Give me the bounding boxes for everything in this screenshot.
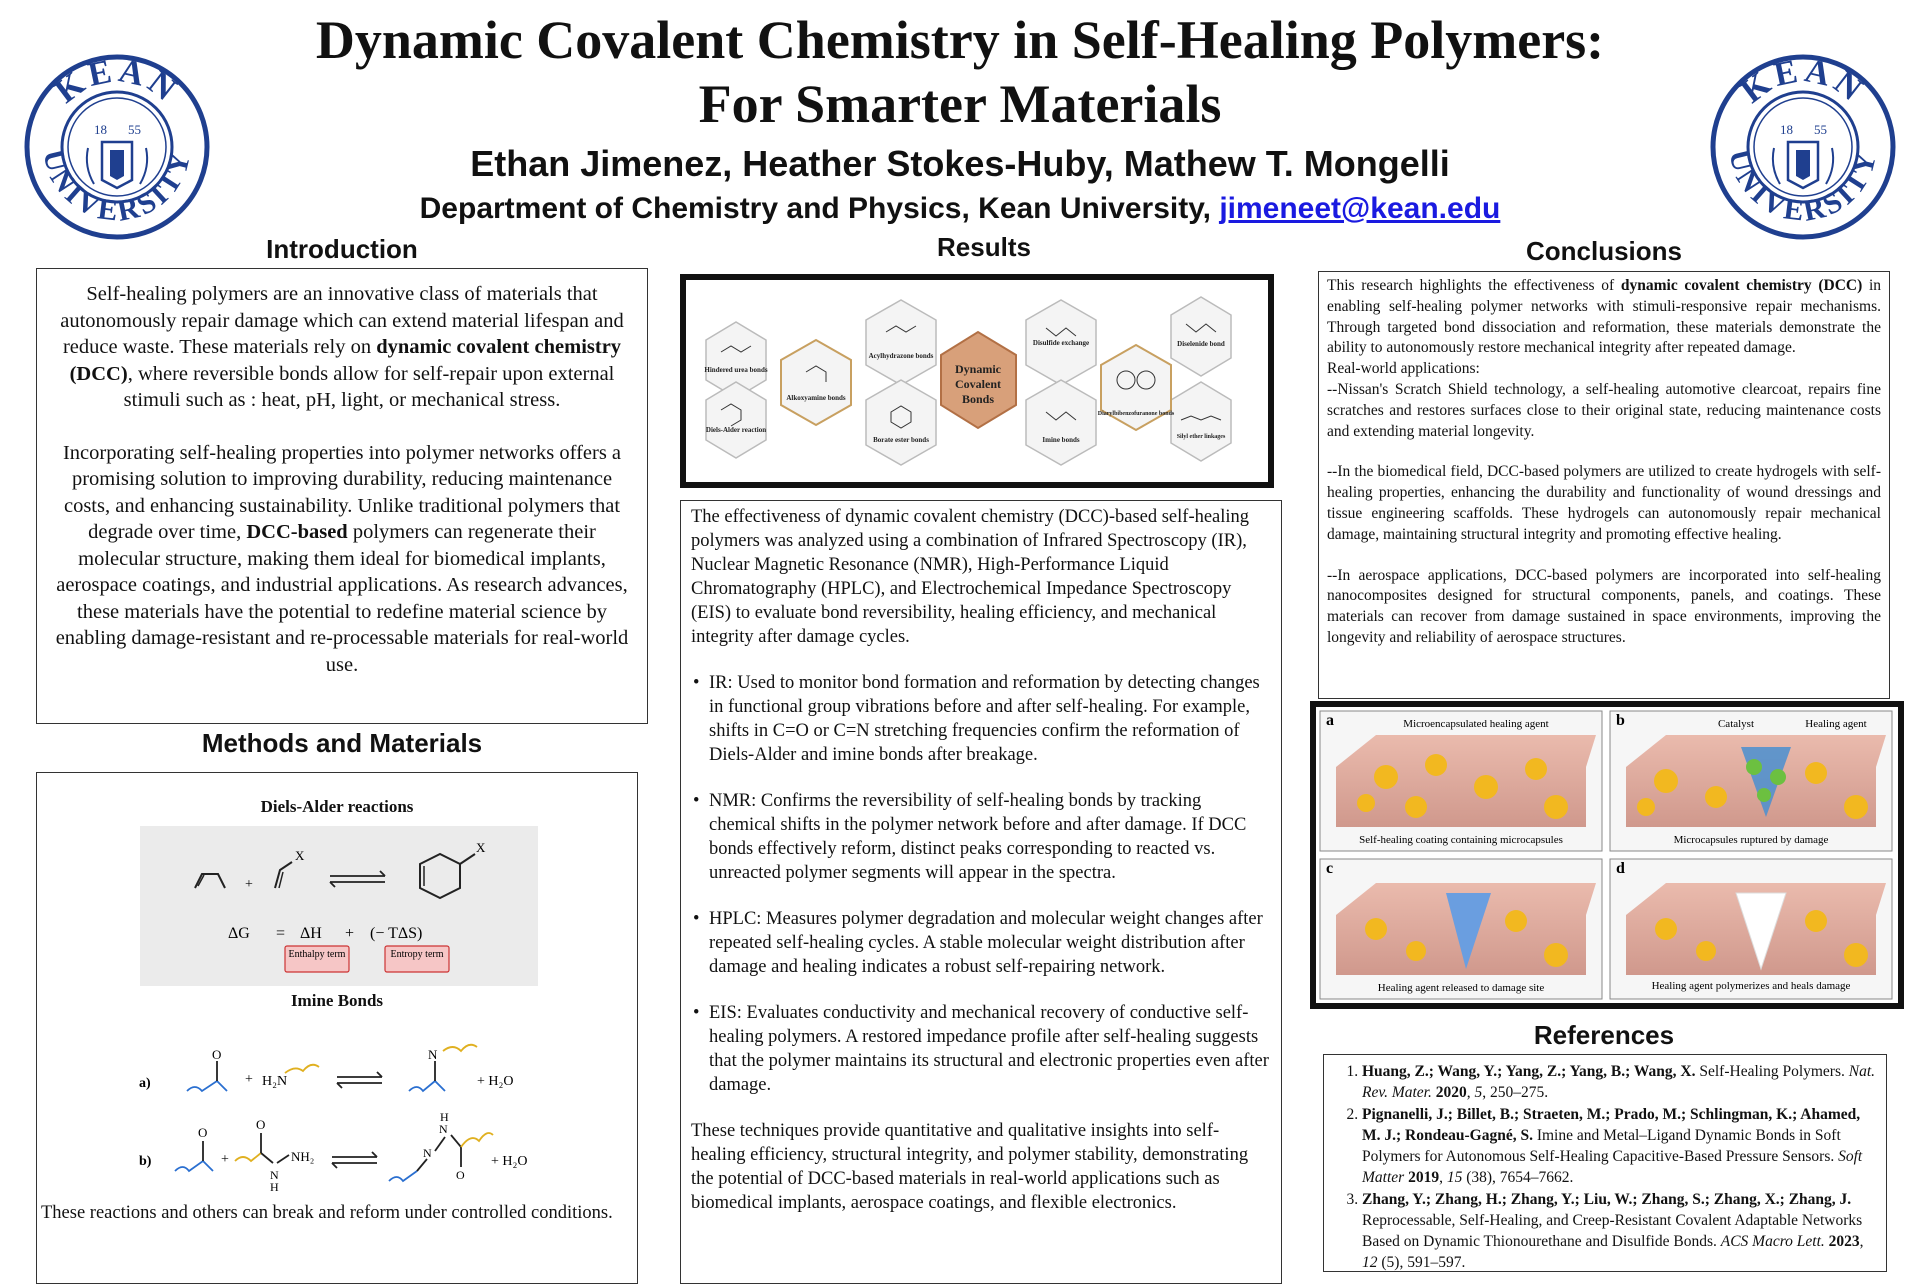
svg-text:X: X bbox=[476, 840, 486, 855]
bond-label: Alkoxyamine bonds bbox=[786, 394, 846, 402]
svg-text:55: 55 bbox=[128, 122, 141, 137]
svg-text:Microcapsules ruptured by dama: Microcapsules ruptured by damage bbox=[1673, 834, 1829, 846]
bond-label: Diselenide bond bbox=[1177, 340, 1225, 348]
diels-alder-figure bbox=[140, 826, 538, 986]
svg-text:b): b) bbox=[139, 1154, 152, 1169]
results-intro: The effectiveness of dynamic covalent chemistry (DCC)-based self-healing polymers was analyzed using a combination of Infrared Spectroscopy (IR), Nuclear Magnetic Resonance (NMR), High-Performance Liquid Chromatography (HPLC), and Electrochemical Impedance Spectroscopy (EIS) to evaluate bond reversibility, healing efficiency, and mechanical integrity after damage cycles. bbox=[691, 507, 1250, 647]
svg-text:Healing agent: Healing agent bbox=[1805, 718, 1867, 730]
bond-label: Diarylbibenzofuranone bonds bbox=[1097, 411, 1175, 417]
hex-diselenide bbox=[1171, 297, 1231, 376]
hex-diarylbibenzofuranone bbox=[1101, 345, 1171, 430]
svg-text:O: O bbox=[212, 1047, 222, 1062]
application-3: --In aerospace applications, DCC-based polymers are incorporated into self-healing nanocomposites designed for structural components, panels, and coatings. These materials can recover from damage sustained in space environments, improving the longevity and reliability of aerospace structures. bbox=[1327, 566, 1881, 646]
hex-acylhydrazone bbox=[866, 300, 936, 385]
applications-label: Real-world applications: bbox=[1327, 360, 1480, 378]
svg-text:+: + bbox=[245, 1072, 253, 1087]
bullet-eis: • EIS: Evaluates conductivity and mechanical recovery of conductive self-healing polymers. A restored impedance profile after self-healing suggests that the polymer maintains its structural and electronic properties even after damage. bbox=[709, 1001, 1271, 1097]
svg-text:O: O bbox=[256, 1117, 266, 1132]
bond-label: Disulfide exchange bbox=[1032, 339, 1090, 347]
svg-text:=: = bbox=[276, 925, 286, 942]
application-2: --In the biomedical field, DCC-based polymers are utilized to create hydrogels with self-healing properties, enhancing the durability and functionality of wound dressings and tissue engineering scaffolds. These hydrogels can autonomously repair mechanical damage, maintaining structural integrity and promoting effective healing. bbox=[1327, 463, 1881, 543]
intro-paragraph-2: Incorporating self-healing properties into polymer networks offers a promising solution to improving durability, reducing maintenance costs, and enhancing sustainability. Unlike traditional polymers that degrade over time, DCC-based polymers can regenerate their molecular structure, making them ideal for biomedical implants, aerospace coatings, and industrial applications. As research advances, these materials have the potential to redefine material science by enabling damage-resistant and re-processable materials for real-world use. bbox=[55, 441, 629, 676]
svg-text:Healing agent released to dama: Healing agent released to damage site bbox=[1377, 982, 1545, 994]
hex-alkoxyamine bbox=[781, 340, 851, 425]
svg-text:UNIVERSITY: UNIVERSITY bbox=[1722, 146, 1884, 228]
svg-text:+: + bbox=[221, 1152, 229, 1167]
hex-imine bbox=[1026, 380, 1096, 465]
bond-label: Diels-Alder reaction bbox=[705, 426, 767, 434]
reference-item: 1. Huang, Z.; Wang, Y.; Yang, Z.; Yang, B.; Wang, X. Self-Healing Polymers. Nat. Rev. Mater. 2020, 5, 250–275. bbox=[1362, 1061, 1876, 1103]
svg-text:O: O bbox=[456, 1168, 465, 1182]
svg-text:55: 55 bbox=[1814, 122, 1827, 137]
kean-seal-icon bbox=[1708, 52, 1898, 242]
imine-reactions-figure bbox=[127, 1021, 547, 1191]
svg-text:H: H bbox=[440, 1110, 449, 1124]
svg-text:b: b bbox=[1616, 712, 1625, 729]
imine-label: Imine Bonds bbox=[290, 991, 384, 1010]
results-closing: These techniques provide quantitative and qualitative insights into self-healing efficiency, structural integrity, and polymer stability, demonstrating the potential of DCC-based materials in real-world applications such as biomedical implants, aerospace coatings, and flexible electronics. bbox=[691, 1121, 1249, 1213]
bond-label: Silyl ether linkages bbox=[1176, 434, 1226, 440]
references-heading: References bbox=[1533, 1020, 1675, 1050]
bullet-nmr: • NMR: Confirms the reversibility of self-healing bonds by tracking chemical shifts in the polymer network before and after damage. If DCC bonds effectively reform, distinct peaks corresponding to reacted vs. unreacted polymer segments will appear in the spectra. bbox=[709, 789, 1271, 885]
svg-text:Catalyst: Catalyst bbox=[1717, 718, 1755, 730]
svg-text:a): a) bbox=[139, 1076, 151, 1091]
references-box bbox=[1323, 1054, 1887, 1272]
svg-text:+: + bbox=[245, 877, 253, 892]
logo-left bbox=[22, 52, 212, 242]
svg-text:KEAN: KEAN bbox=[1734, 52, 1872, 111]
svg-text:N: N bbox=[270, 1168, 279, 1182]
svg-text:Self-healing coating containin: Self-healing coating containing microcapsules bbox=[1359, 834, 1563, 846]
entropy-term-label: Entropy term bbox=[390, 949, 444, 960]
svg-text:O: O bbox=[198, 1125, 208, 1140]
panel-a bbox=[1320, 711, 1602, 851]
bond-label: Imine bonds bbox=[1042, 436, 1080, 444]
dcc-bonds-figure bbox=[680, 274, 1274, 488]
results-bullets bbox=[691, 671, 1271, 1097]
svg-text:(− TΔS): (− TΔS) bbox=[370, 925, 423, 942]
intro-paragraph-1: Self-healing polymers are an innovative class of materials that autonomously repair damage which can extend material lifespan and reduce waste. These materials rely on dynamic covalent chemistry (DCC), where reversible bonds allow for self-repair upon external stimuli such as : heat, pH, light, or mechanical stress. bbox=[60, 283, 624, 411]
svg-text:Microencapsulated healing agen: Microencapsulated healing agent bbox=[1403, 718, 1549, 730]
logo-top-text: KEAN bbox=[48, 52, 186, 111]
methods-heading: Methods and Materials bbox=[201, 728, 483, 758]
healing-mechanism-figure bbox=[1310, 701, 1904, 1009]
dcc-center-label: Dynamic Covalent Bonds bbox=[955, 362, 1001, 406]
svg-text:c: c bbox=[1326, 860, 1334, 877]
svg-text:d: d bbox=[1616, 860, 1625, 877]
logo-right bbox=[1708, 52, 1898, 242]
conclusions-box bbox=[1318, 271, 1890, 699]
introduction-heading: Introduction bbox=[266, 234, 418, 264]
hex-borate bbox=[866, 380, 936, 465]
svg-text:N: N bbox=[423, 1146, 432, 1160]
svg-text:Healing agent polymerizes and: Healing agent polymerizes and heals damage bbox=[1651, 980, 1851, 992]
reference-item: 2. Pignanelli, J.; Billet, B.; Straeten, M.; Prado, M.; Schlingman, K.; Ahamed, M. J.; Rondeau-Gagné, S. Imine and Metal–Ligand Dynamic Bonds in Soft Polymers for Autonomous Self-Healing Capacitive-Based Pressure Sensors. Soft Matter 2019, 15 (38), 7654–7662. bbox=[1362, 1104, 1876, 1188]
department-line bbox=[200, 191, 1720, 227]
authors: Ethan Jimenez, Heather Stokes-Huby, Mathew T. Mongelli bbox=[470, 143, 1450, 184]
svg-text:H: H bbox=[270, 1180, 279, 1191]
svg-text:N: N bbox=[439, 1122, 448, 1136]
svg-text:X: X bbox=[295, 848, 305, 863]
logo-bottom-text: UNIVERSITY bbox=[36, 146, 198, 228]
bond-label: Acylhydrazone bonds bbox=[868, 352, 934, 360]
reference-item: 3. Zhang, Y.; Zhang, H.; Zhang, Y.; Liu, W.; Zhang, S.; Zhang, X.; Zhang, J. Reprocessable, Self-Healing, and Creep-Resistant Covalent Adaptable Networks Based on Dynamic Thionourethane and Disulfide Bonds. ACS Macro Lett. 2023, 12 (5), 591–597. bbox=[1362, 1189, 1876, 1273]
introduction-box bbox=[36, 268, 648, 724]
methods-box bbox=[36, 772, 638, 1284]
svg-text:+: + bbox=[345, 925, 355, 942]
svg-text:N: N bbox=[428, 1047, 438, 1062]
hex-diels-alder bbox=[706, 382, 766, 458]
application-1: --Nissan's Scratch Shield technology, a self-healing automotive clearcoat, repairs fine scratches and restores surfaces close to their original state, reducing maintenance costs and extending material longevity. bbox=[1327, 380, 1881, 440]
methods-caption: These reactions and others can break and reform under controlled conditions. bbox=[41, 1203, 613, 1223]
bullet-ir: • IR: Used to monitor bond formation and reformation by detecting changes in functional group vibrations before and after self-healing. For example, shifts in C=O or C=N stretching frequencies confirm the reformation of Diels-Alder and imine bonds after breakage. bbox=[709, 671, 1271, 767]
svg-text:H₂N: H₂N bbox=[262, 1074, 288, 1089]
title-line-1: Dynamic Covalent Chemistry in Self-Healing Polymers: bbox=[315, 10, 1605, 70]
poster-title bbox=[200, 8, 1720, 136]
bullet-hplc: • HPLC: Measures polymer degradation and molecular weight changes after repeated self-healing cycles. A stable molecular weight distribution after damage and healing indicates a robust self-repairing network. bbox=[709, 907, 1271, 979]
svg-text:a: a bbox=[1326, 712, 1334, 729]
department: Department of Chemistry and Physics, Kean University, bbox=[419, 192, 1220, 225]
svg-text:ΔG: ΔG bbox=[228, 925, 250, 942]
hex-silyl-ether bbox=[1171, 382, 1231, 461]
svg-text:18: 18 bbox=[94, 122, 107, 137]
svg-text:18: 18 bbox=[1780, 122, 1793, 137]
panel-d bbox=[1610, 859, 1892, 999]
svg-text:+ H₂O: + H₂O bbox=[491, 1154, 528, 1169]
enthalpy-term-label: Enthalpy term bbox=[288, 949, 346, 960]
bond-label: Borate ester bonds bbox=[873, 436, 929, 444]
results-box bbox=[680, 500, 1282, 1284]
diels-alder-label: Diels-Alder reactions bbox=[260, 797, 414, 816]
panel-c bbox=[1320, 859, 1602, 999]
svg-text:+ H₂O: + H₂O bbox=[477, 1074, 514, 1089]
panel-b bbox=[1610, 711, 1892, 851]
email-link[interactable]: jimeneet@kean.edu bbox=[1219, 192, 1501, 225]
kean-seal-icon bbox=[22, 52, 212, 242]
results-heading: Results bbox=[937, 232, 1031, 262]
conclusions-heading: Conclusions bbox=[1525, 236, 1682, 266]
svg-text:NH₂: NH₂ bbox=[291, 1149, 315, 1164]
bond-label: Hindered urea bonds bbox=[704, 366, 768, 374]
svg-text:ΔH: ΔH bbox=[300, 925, 322, 942]
conclusions-paragraph: This research highlights the effectiveness of dynamic covalent chemistry (DCC) in enabling self-healing polymer networks with stimuli-responsive repair mechanisms. Through targeted bond dissociation and reformation, these materials demonstrate the ability to autonomously restore mechanical integrity after repeated damage. bbox=[1327, 277, 1882, 357]
title-line-2: For Smarter Materials bbox=[698, 74, 1222, 134]
